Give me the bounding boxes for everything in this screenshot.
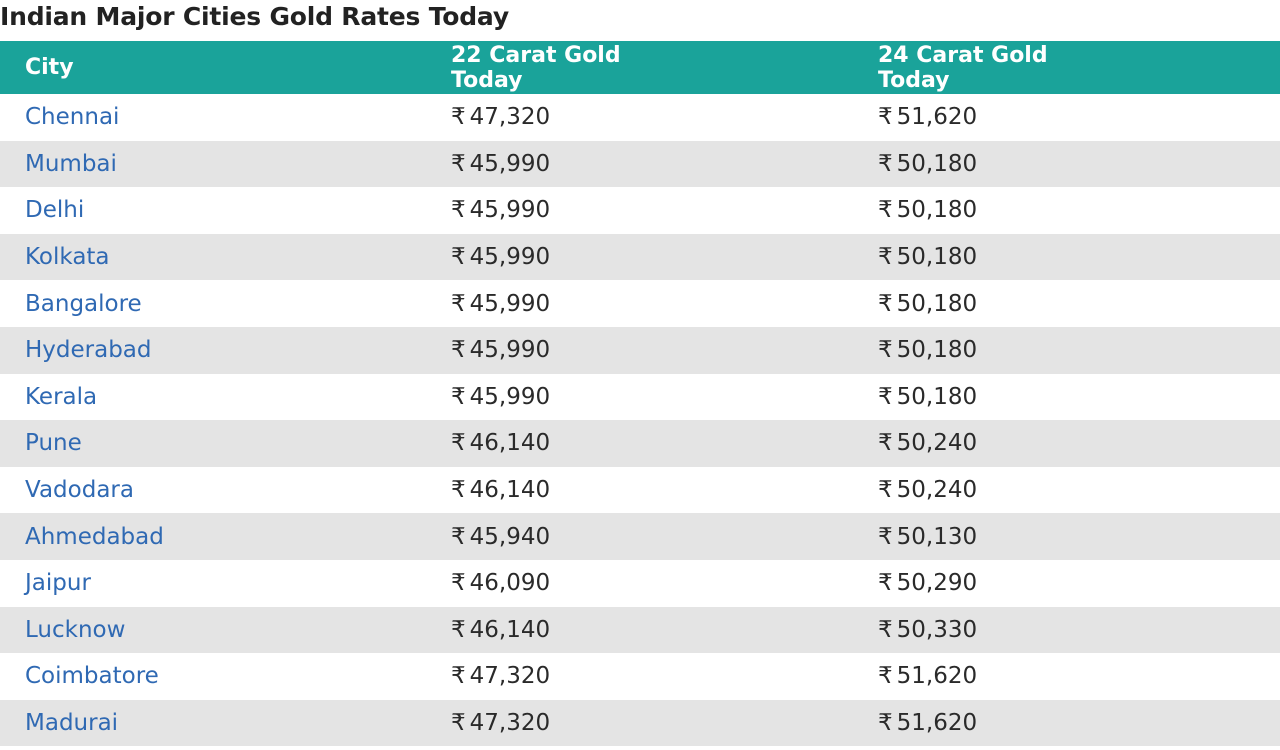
rupee-icon: ₹ <box>451 150 466 177</box>
table-row <box>0 420 1280 467</box>
rate-22-carat <box>451 280 878 327</box>
rate-value: 46,140 <box>469 477 551 504</box>
rupee-icon: ₹ <box>878 104 893 131</box>
rate-value: 50,130 <box>896 523 978 550</box>
rupee-icon: ₹ <box>878 290 893 317</box>
rate-value: 50,180 <box>896 244 978 271</box>
rate-24-carat <box>878 187 1280 234</box>
rate-value: 45,990 <box>469 290 551 317</box>
rupee-icon: ₹ <box>878 570 893 597</box>
rate-24-carat <box>878 700 1280 747</box>
rate-24-carat <box>878 280 1280 327</box>
rupee-icon: ₹ <box>878 337 893 364</box>
table-row <box>0 280 1280 327</box>
rupee-icon: ₹ <box>878 710 893 737</box>
rate-24-carat <box>878 141 1280 188</box>
table-row <box>0 607 1280 654</box>
column-header-city: City <box>25 55 74 80</box>
rate-value: 45,990 <box>469 337 551 364</box>
rupee-icon: ₹ <box>451 430 466 457</box>
rate-24-carat <box>878 560 1280 607</box>
city-link[interactable]: Ahmedabad <box>25 523 164 550</box>
rate-value: 45,990 <box>469 197 551 224</box>
table-row <box>0 374 1280 421</box>
gold-rates-table-container <box>0 41 1280 750</box>
gold-rates-table <box>0 41 1280 746</box>
rupee-icon: ₹ <box>878 523 893 550</box>
rate-value: 45,990 <box>469 383 551 410</box>
column-header-22-carat: 22 Carat Gold Today <box>451 42 621 93</box>
city-link[interactable]: Madurai <box>25 710 119 737</box>
rate-22-carat <box>451 374 878 421</box>
table-row <box>0 653 1280 700</box>
rate-value: 47,320 <box>469 104 551 131</box>
rate-22-carat <box>451 653 878 700</box>
rate-value: 45,990 <box>469 244 551 271</box>
city-link[interactable]: Pune <box>25 430 82 457</box>
rate-24-carat <box>878 467 1280 514</box>
table-row <box>0 467 1280 514</box>
rupee-icon: ₹ <box>451 337 466 364</box>
rate-value: 45,990 <box>469 150 551 177</box>
rate-value: 50,180 <box>896 383 978 410</box>
rupee-icon: ₹ <box>451 383 466 410</box>
rate-value: 47,320 <box>469 710 551 737</box>
city-link[interactable]: Coimbatore <box>25 663 159 690</box>
rate-22-carat <box>451 141 878 188</box>
rupee-icon: ₹ <box>878 197 893 224</box>
table-row <box>0 327 1280 374</box>
rupee-icon: ₹ <box>451 710 466 737</box>
rupee-icon: ₹ <box>878 663 893 690</box>
rate-value: 51,620 <box>896 663 978 690</box>
table-row <box>0 234 1280 281</box>
city-link[interactable]: Bangalore <box>25 290 142 317</box>
rate-24-carat <box>878 513 1280 560</box>
table-row <box>0 141 1280 188</box>
rate-value: 50,180 <box>896 150 978 177</box>
table-header-row <box>0 41 1280 94</box>
table-row <box>0 513 1280 560</box>
rupee-icon: ₹ <box>451 104 466 131</box>
rate-value: 50,180 <box>896 197 978 224</box>
rupee-icon: ₹ <box>878 150 893 177</box>
table-row <box>0 187 1280 234</box>
city-link[interactable]: Hyderabad <box>25 337 152 364</box>
rate-24-carat <box>878 420 1280 467</box>
rupee-icon: ₹ <box>451 290 466 317</box>
rupee-icon: ₹ <box>451 663 466 690</box>
rate-24-carat <box>878 234 1280 281</box>
rate-value: 50,240 <box>896 430 978 457</box>
rupee-icon: ₹ <box>451 197 466 224</box>
rate-22-carat <box>451 94 878 141</box>
rate-24-carat <box>878 94 1280 141</box>
city-link[interactable]: Chennai <box>25 104 120 131</box>
rate-22-carat <box>451 187 878 234</box>
table-row <box>0 560 1280 607</box>
rate-value: 50,290 <box>896 570 978 597</box>
rate-22-carat <box>451 513 878 560</box>
rupee-icon: ₹ <box>878 430 893 457</box>
rupee-icon: ₹ <box>451 523 466 550</box>
rate-22-carat <box>451 467 878 514</box>
rate-value: 50,180 <box>896 337 978 364</box>
rupee-icon: ₹ <box>451 570 466 597</box>
rate-value: 46,090 <box>469 570 551 597</box>
rate-24-carat <box>878 327 1280 374</box>
rate-value: 50,180 <box>896 290 978 317</box>
rate-22-carat <box>451 560 878 607</box>
rate-22-carat <box>451 420 878 467</box>
rate-value: 50,330 <box>896 616 978 643</box>
rate-22-carat <box>451 234 878 281</box>
rate-value: 46,140 <box>469 616 551 643</box>
rate-24-carat <box>878 607 1280 654</box>
rupee-icon: ₹ <box>878 616 893 643</box>
rate-22-carat <box>451 607 878 654</box>
rate-22-carat <box>451 327 878 374</box>
city-link[interactable]: Jaipur <box>25 570 91 597</box>
rate-24-carat <box>878 374 1280 421</box>
rupee-icon: ₹ <box>878 477 893 504</box>
city-link[interactable]: Kerala <box>25 383 98 410</box>
city-link[interactable]: Mumbai <box>25 150 117 177</box>
rate-value: 46,140 <box>469 430 551 457</box>
rate-22-carat <box>451 700 878 747</box>
city-link[interactable]: Lucknow <box>25 616 126 643</box>
rate-value: 50,240 <box>896 477 978 504</box>
rupee-icon: ₹ <box>878 383 893 410</box>
rate-value: 47,320 <box>469 663 551 690</box>
rupee-icon: ₹ <box>451 616 466 643</box>
city-link[interactable]: Kolkata <box>25 244 110 271</box>
rupee-icon: ₹ <box>878 244 893 271</box>
rate-value: 51,620 <box>896 104 978 131</box>
table-row <box>0 94 1280 141</box>
column-header-24-carat: 24 Carat Gold Today <box>878 42 1048 93</box>
rupee-icon: ₹ <box>451 477 466 504</box>
city-link[interactable]: Delhi <box>25 197 85 224</box>
page-title: Indian Major Cities Gold Rates Today <box>0 2 509 31</box>
table-row <box>0 700 1280 747</box>
rate-value: 51,620 <box>896 710 978 737</box>
city-link[interactable]: Vadodara <box>25 477 134 504</box>
rate-24-carat <box>878 653 1280 700</box>
rupee-icon: ₹ <box>451 244 466 271</box>
rate-value: 45,940 <box>469 523 551 550</box>
